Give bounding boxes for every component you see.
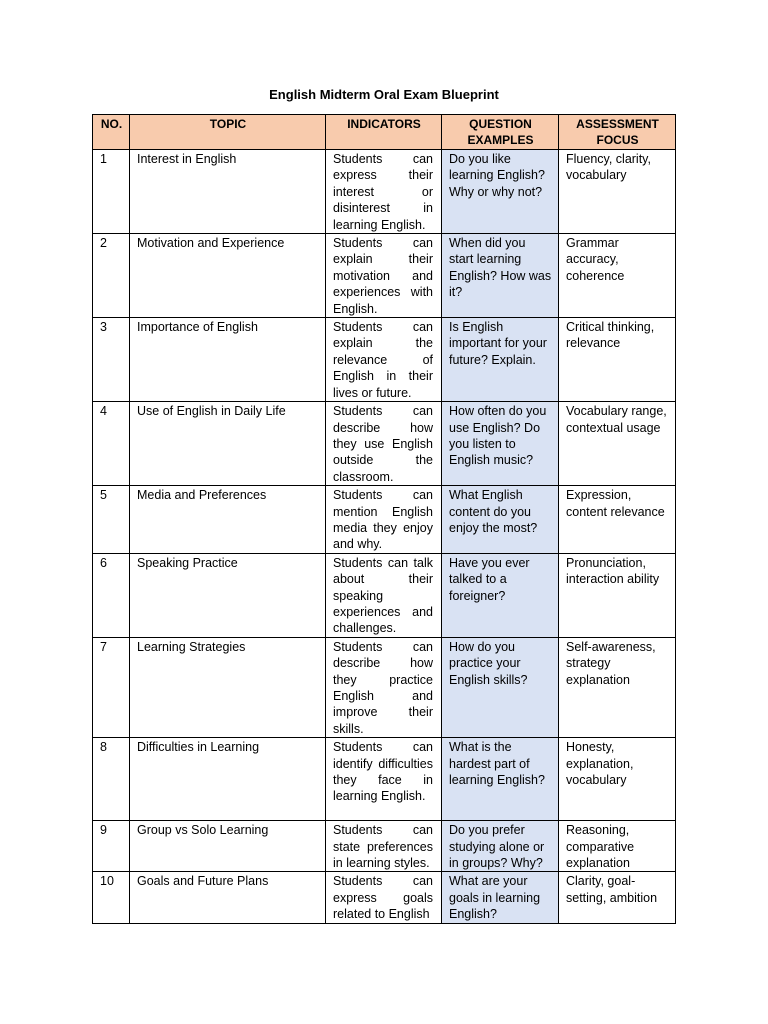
table-row: [93, 150, 676, 234]
cell-topic: Difficulties in Learning: [130, 738, 326, 821]
table-row: [93, 738, 676, 821]
cell-indicators: Students can explain the relevance of English in their lives or future.: [326, 318, 442, 402]
cell-question-example: Do you prefer studying alone or in groups? Why?: [442, 821, 559, 872]
cell-question-example: When did you start learning English? How was it?: [442, 234, 559, 318]
cell-indicators: Students can explain their motivation and experiences with English.: [326, 234, 442, 318]
cell-no: 4: [93, 402, 130, 486]
cell-indicators: Students can express goals related to English: [326, 872, 442, 923]
cell-assessment-focus: Pronunciation, interaction ability: [559, 553, 676, 637]
header-indicators: INDICATORS: [326, 115, 442, 150]
table-row: [93, 872, 676, 923]
cell-assessment-focus: Grammar accuracy, coherence: [559, 234, 676, 318]
header-assessment-focus: ASSESSMENT FOCUS: [559, 115, 676, 150]
cell-no: 2: [93, 234, 130, 318]
table-row: [93, 402, 676, 486]
cell-assessment-focus: Honesty, explanation, vocabulary: [559, 738, 676, 821]
header-no: NO.: [93, 115, 130, 150]
cell-indicators: Students can describe how they use English outside the classroom.: [326, 402, 442, 486]
cell-no: 6: [93, 553, 130, 637]
cell-no: 1: [93, 150, 130, 234]
table-header-row: [93, 115, 676, 150]
cell-question-example: Have you ever talked to a foreigner?: [442, 553, 559, 637]
cell-topic: Use of English in Daily Life: [130, 402, 326, 486]
cell-topic: Learning Strategies: [130, 637, 326, 737]
header-topic: TOPIC: [130, 115, 326, 150]
cell-no: 9: [93, 821, 130, 872]
blueprint-table: [92, 114, 676, 924]
cell-no: 10: [93, 872, 130, 923]
header-question-examples: QUESTION EXAMPLES: [442, 115, 559, 150]
cell-indicators: Students can describe how they practice English and improve their skills.: [326, 637, 442, 737]
cell-question-example: What English content do you enjoy the most?: [442, 486, 559, 554]
cell-topic: Importance of English: [130, 318, 326, 402]
cell-assessment-focus: Vocabulary range, contextual usage: [559, 402, 676, 486]
cell-indicators: Students can identify difficulties they face in learning English.: [326, 738, 442, 821]
table-header: [93, 115, 676, 150]
cell-no: 5: [93, 486, 130, 554]
cell-assessment-focus: Expression, content relevance: [559, 486, 676, 554]
cell-indicators: Students can state preferences in learning styles.: [326, 821, 442, 872]
cell-topic: Interest in English: [130, 150, 326, 234]
document-title: English Midterm Oral Exam Blueprint: [269, 87, 499, 102]
cell-question-example: How do you practice your English skills?: [442, 637, 559, 737]
cell-assessment-focus: Clarity, goal-setting, ambition: [559, 872, 676, 923]
cell-topic: Speaking Practice: [130, 553, 326, 637]
cell-assessment-focus: Reasoning, comparative explanation: [559, 821, 676, 872]
cell-question-example: What are your goals in learning English?: [442, 872, 559, 923]
cell-topic: Media and Preferences: [130, 486, 326, 554]
cell-indicators: Students can express their interest or disinterest in learning English.: [326, 150, 442, 234]
cell-question-example: How often do you use English? Do you listen to English music?: [442, 402, 559, 486]
table-body: [93, 150, 676, 924]
cell-indicators: Students can talk about their speaking experiences and challenges.: [326, 553, 442, 637]
table-row: [93, 821, 676, 872]
cell-assessment-focus: Self-awareness, strategy explanation: [559, 637, 676, 737]
cell-no: 8: [93, 738, 130, 821]
cell-question-example: What is the hardest part of learning English?: [442, 738, 559, 821]
cell-question-example: Is English important for your future? Explain.: [442, 318, 559, 402]
table-row: [93, 486, 676, 554]
cell-indicators: Students can mention English media they enjoy and why.: [326, 486, 442, 554]
table-row: [93, 553, 676, 637]
cell-assessment-focus: Critical thinking, relevance: [559, 318, 676, 402]
cell-topic: Goals and Future Plans: [130, 872, 326, 923]
table-row: [93, 318, 676, 402]
cell-topic: Motivation and Experience: [130, 234, 326, 318]
cell-question-example: Do you like learning English? Why or why not?: [442, 150, 559, 234]
table-row: [93, 637, 676, 737]
cell-no: 7: [93, 637, 130, 737]
table-row: [93, 234, 676, 318]
cell-assessment-focus: Fluency, clarity, vocabulary: [559, 150, 676, 234]
cell-no: 3: [93, 318, 130, 402]
cell-topic: Group vs Solo Learning: [130, 821, 326, 872]
